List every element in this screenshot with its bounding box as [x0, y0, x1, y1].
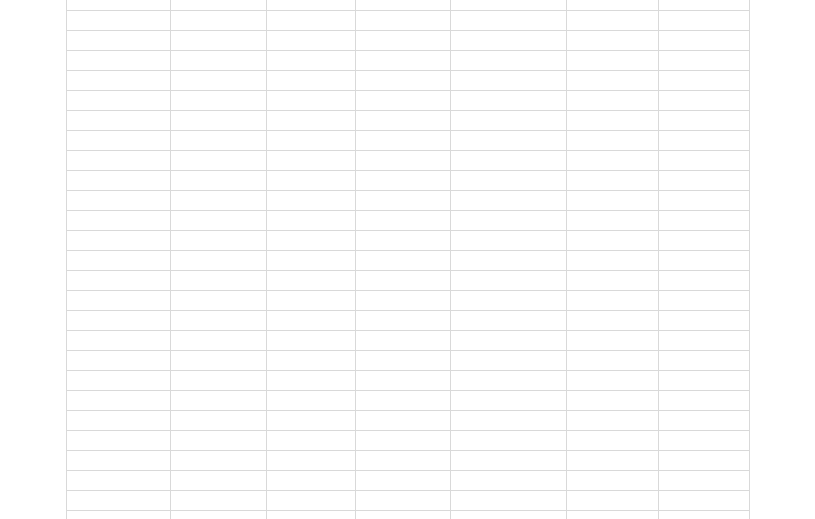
gridline [66, 110, 749, 111]
gridline [66, 490, 749, 491]
gridline [66, 470, 749, 471]
gridline [749, 0, 750, 519]
gridline [66, 310, 749, 311]
gridline [355, 0, 356, 519]
gridline [658, 0, 659, 519]
gridline [66, 250, 749, 251]
gridline [450, 0, 451, 519]
gridline [66, 510, 749, 511]
gridline [66, 170, 749, 171]
gridline [66, 330, 749, 331]
gridline [66, 150, 749, 151]
gridline [66, 350, 749, 351]
gridline [66, 10, 749, 11]
gridline [66, 270, 749, 271]
gridline [266, 0, 267, 519]
gridline [66, 130, 749, 131]
gridline [170, 0, 171, 519]
gridline [66, 290, 749, 291]
gridline [566, 0, 567, 519]
gridline [66, 430, 749, 431]
gridline [66, 0, 67, 519]
gridline [66, 390, 749, 391]
gridline [66, 230, 749, 231]
gridline [66, 50, 749, 51]
gridline [66, 70, 749, 71]
gridline [66, 90, 749, 91]
gridline [66, 30, 749, 31]
gridline [66, 410, 749, 411]
gridline [66, 190, 749, 191]
gridline [66, 450, 749, 451]
gridline [66, 210, 749, 211]
gridline [66, 370, 749, 371]
